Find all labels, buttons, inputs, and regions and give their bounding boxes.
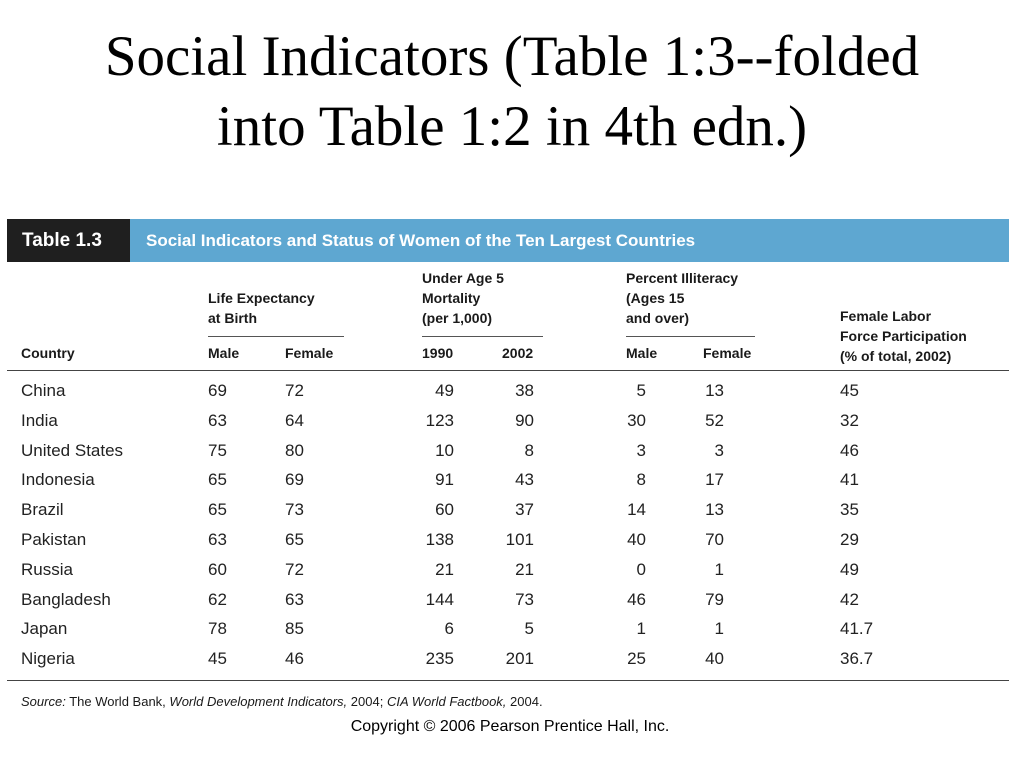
cell-le-female: 85 [285,619,304,639]
cell-mortality-2002: 8 [524,440,534,460]
cell-le-female: 46 [285,649,304,669]
cell-le-female: 63 [285,589,304,609]
slide-title-line-2: into Table 1:2 in 4th edn.) [216,95,808,158]
cell-mortality-2002: 21 [515,559,534,579]
cell-le-male: 65 [208,500,227,520]
cell-ill-male: 8 [636,470,646,490]
column-header-mortality-2002: 2002 [502,345,534,361]
group-header-line: at Birth [208,310,257,326]
cell-mortality-1990: 60 [435,500,454,520]
table-row [0,465,1024,495]
group-rule-life-expectancy [208,336,344,337]
cell-le-female: 64 [285,410,304,430]
table-title: Social Indicators and Status of Women of the Ten Largest Countries [146,231,696,250]
cell-mortality-1990: 123 [425,410,454,430]
cell-mortality-2002: 38 [515,381,534,400]
cell-female-labor: 45 [840,381,859,400]
cell-le-female: 72 [285,381,304,400]
cell-mortality-1990: 10 [435,440,454,460]
slide-title-line-1: Social Indicators (Table 1:3--folded [104,25,920,88]
group-header-illiteracy [626,268,738,328]
cell-country: Japan [21,619,68,639]
cell-le-female: 72 [285,559,304,579]
group-header-labor [840,306,967,366]
source-label: Source: [21,694,66,709]
cell-ill-male: 25 [627,649,646,669]
cell-le-male: 78 [208,619,227,639]
cell-le-male: 63 [208,529,227,549]
column-header-ill-male: Male [626,345,658,361]
cell-le-female: 73 [285,500,304,520]
group-rule-mortality [422,336,543,337]
cell-le-male: 69 [208,381,227,400]
cell-le-male: 65 [208,470,227,490]
cell-le-male: 62 [208,589,227,609]
cell-mortality-1990: 235 [425,649,454,669]
slide-title [0,22,1024,162]
cell-female-labor: 41.7 [840,619,874,639]
group-header-line: Mortality [422,290,481,306]
footer-rule [7,680,1009,681]
cell-ill-male: 0 [636,559,646,579]
table-row [0,644,1024,674]
cell-mortality-2002: 73 [515,589,534,609]
cell-mortality-1990: 144 [425,589,454,609]
cell-le-female: 80 [285,440,304,460]
table-row [0,376,1024,406]
column-header-le-female: Female [285,345,334,361]
header-rule [7,370,1009,371]
table-row [0,406,1024,436]
cell-mortality-2002: 37 [515,500,534,520]
cell-ill-female: 52 [705,410,724,430]
cell-country: India [21,410,58,430]
table-label: Table 1.3 [7,219,130,262]
group-header-mortality [422,268,504,328]
cell-female-labor: 42 [840,589,859,609]
cell-mortality-1990: 138 [425,529,454,549]
group-header-line: Female Labor [840,308,932,324]
group-header-life-expectancy [208,288,315,328]
cell-ill-female: 70 [705,529,724,549]
cell-ill-female: 3 [714,440,724,460]
cell-le-female: 65 [285,529,304,549]
cell-mortality-2002: 5 [524,619,534,639]
table-row [0,495,1024,525]
cell-country: China [21,381,66,400]
cell-ill-female: 17 [705,470,724,490]
cell-le-male: 60 [208,559,227,579]
source-wdi: World Development Indicators, [169,694,348,709]
cell-female-labor: 41 [840,470,859,490]
cell-female-labor: 35 [840,500,859,520]
cell-mortality-2002: 43 [515,470,534,490]
source-part-3: 2004. [510,694,543,709]
cell-female-labor: 32 [840,410,859,430]
cell-female-labor: 49 [840,559,859,579]
column-header-country: Country [21,345,75,361]
column-header-mortality-1990: 1990 [422,345,454,361]
table-row [0,585,1024,615]
column-header-ill-female: Female [703,345,752,361]
table-row [0,614,1024,644]
source-part-2: 2004; [350,694,384,709]
cell-ill-male: 5 [636,381,646,400]
cell-female-labor: 46 [840,440,859,460]
cell-ill-female: 1 [714,559,724,579]
cell-ill-female: 13 [705,500,724,520]
cell-country: Nigeria [21,649,75,669]
cell-female-labor: 36.7 [840,649,874,669]
cell-ill-male: 40 [627,529,646,549]
cell-mortality-1990: 21 [435,559,454,579]
table-row [0,436,1024,466]
group-header-line: (% of total, 2002) [840,348,952,364]
cell-country: United States [21,440,124,460]
source-part-1: The World Bank, [69,694,166,709]
cell-ill-male: 1 [636,619,646,639]
cell-country: Bangladesh [21,589,111,609]
cell-ill-male: 3 [636,440,646,460]
group-header-line: Under Age 5 [422,270,504,286]
cell-country: Indonesia [21,470,95,490]
group-header-line: Force Participation [840,328,967,344]
cell-ill-female: 13 [705,381,724,400]
cell-mortality-2002: 101 [505,529,534,549]
cell-mortality-1990: 91 [435,470,454,490]
cell-le-female: 69 [285,470,304,490]
cell-ill-female: 1 [714,619,724,639]
group-header-line: (per 1,000) [422,310,493,326]
table-row [0,555,1024,585]
cell-le-male: 45 [208,649,227,669]
cell-country: Brazil [21,500,64,520]
cell-ill-male: 14 [627,500,646,520]
cell-mortality-1990: 6 [444,619,454,639]
group-header-line: and over) [626,310,690,326]
cell-mortality-2002: 90 [515,410,534,430]
cell-le-male: 75 [208,440,227,460]
cell-female-labor: 29 [840,529,859,549]
group-header-line: (Ages 15 [626,290,685,306]
cell-mortality-1990: 49 [435,381,454,400]
table-row [0,525,1024,555]
cell-ill-female: 79 [705,589,724,609]
column-header-le-male: Male [208,345,240,361]
source-note [21,692,543,712]
group-header-line: Life Expectancy [208,290,315,306]
cell-le-male: 63 [208,410,227,430]
copyright-notice: Copyright © 2006 Pearson Prentice Hall, Inc. [350,718,670,735]
cell-country: Pakistan [21,529,87,549]
cell-ill-female: 40 [705,649,724,669]
group-rule-illiteracy [626,336,755,337]
cell-ill-male: 46 [627,589,646,609]
source-cia: CIA World Factbook, [386,694,507,709]
cell-country: Russia [21,559,73,579]
table-banner [7,219,1009,262]
cell-ill-male: 30 [627,410,646,430]
table-body [0,376,1024,674]
group-header-line: Percent Illiteracy [626,270,739,286]
cell-mortality-2002: 201 [505,649,534,669]
